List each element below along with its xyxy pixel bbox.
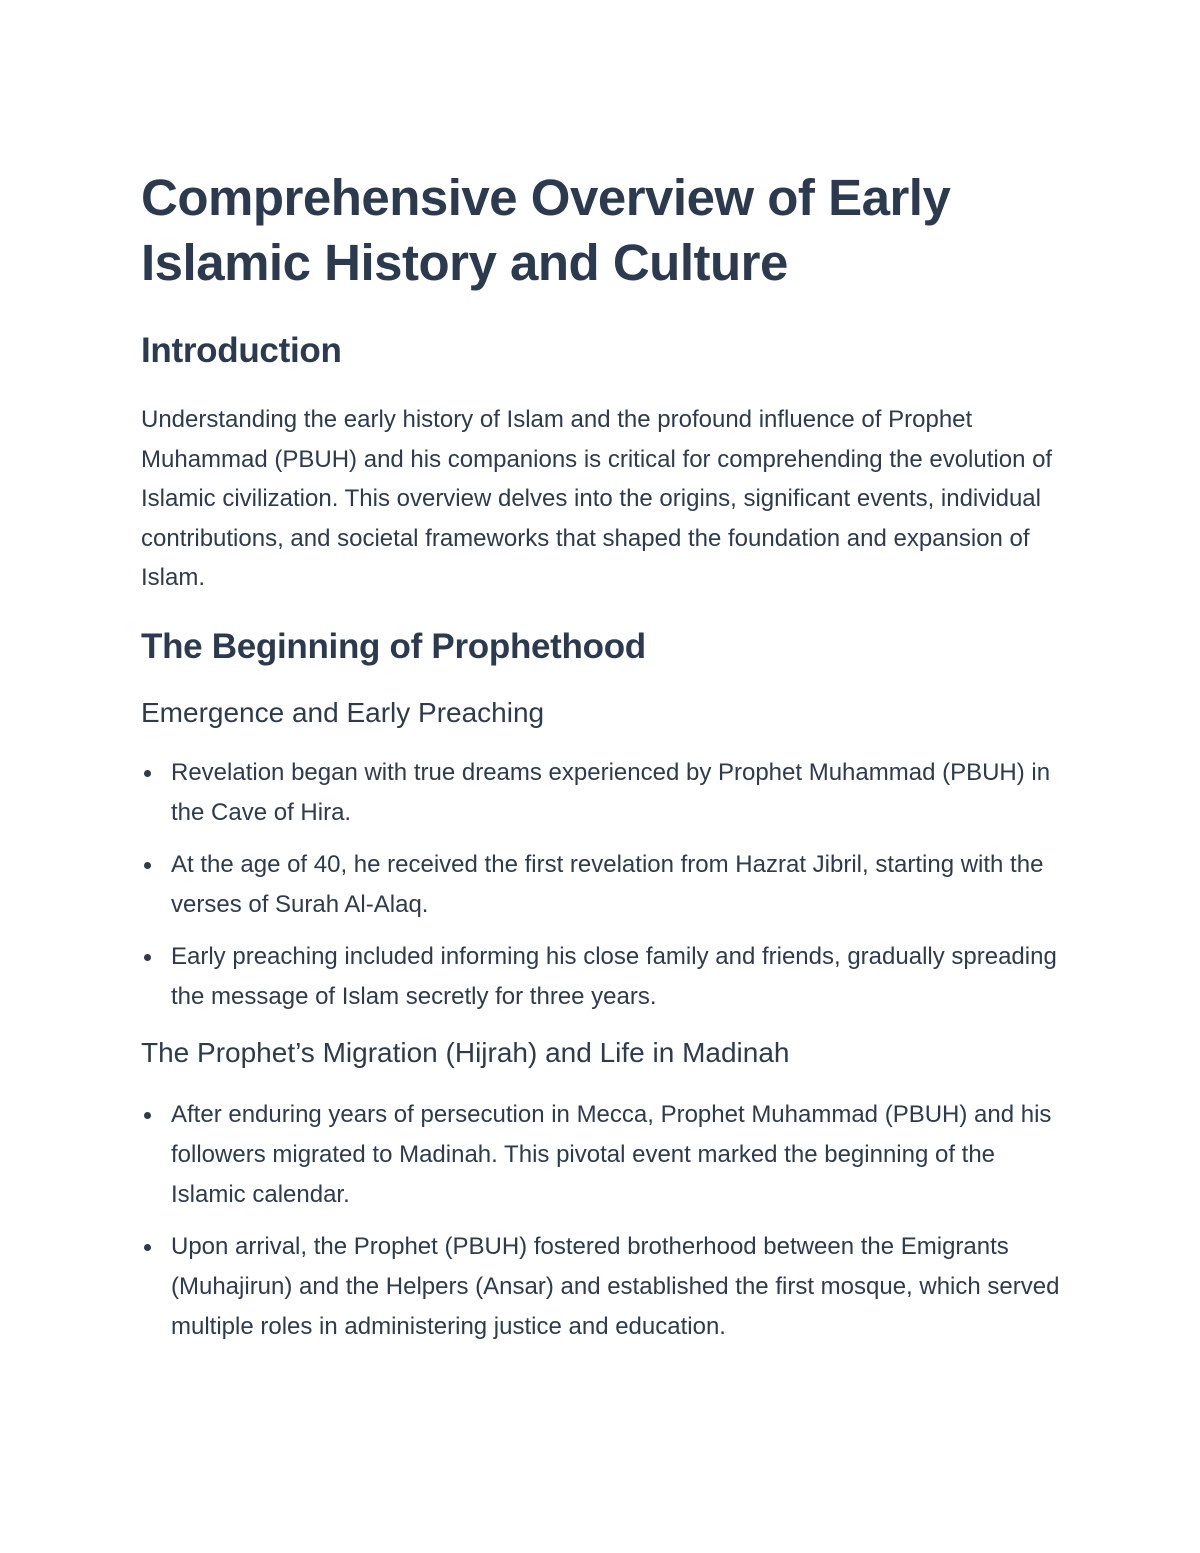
list-item: After enduring years of persecution in Mecca, Prophet Muhammad (PBUH) and his followers migrated to Madinah. This pivotal event marked the beginning of the Islamic calendar. [141, 1095, 1071, 1215]
emergence-bullet-list [141, 753, 1071, 1017]
document-content [141, 165, 1071, 1347]
introduction-paragraph: Understanding the early history of Islam and the profound influence of Prophet Muhammad (PBUH) and his companions is critical for comprehending the evolution of Islamic civilization. This overview delves into the origins, significant events, individual contributions, and societal frameworks that shaped the foundation and expansion of Islam. [141, 406, 1053, 591]
section-heading-beginning-of-prophethood: The Beginning of Prophethood [141, 626, 646, 666]
list-item: Revelation began with true dreams experienced by Prophet Muhammad (PBUH) in the Cave of Hira. [141, 753, 1071, 833]
section-heading-introduction: Introduction [141, 331, 342, 370]
subsection-heading-emergence: Emergence and Early Preaching [141, 696, 545, 728]
list-item: At the age of 40, he received the first revelation from Hazrat Jibril, starting with the verses of Surah Al-Alaq. [141, 845, 1071, 925]
list-item: Early preaching included informing his close family and friends, gradually spreading the message of Islam secretly for three years. [141, 937, 1071, 1017]
document-title: Comprehensive Overview of Early Islamic History and Culture [141, 169, 951, 291]
list-item: Upon arrival, the Prophet (PBUH) fostered brotherhood between the Emigrants (Muhajirun) and the Helpers (Ansar) and established the first mosque, which served multiple roles in administering justice and education. [141, 1227, 1071, 1347]
hijrah-bullet-list [141, 1095, 1071, 1347]
subsection-heading-hijrah: The Prophet’s Migration (Hijrah) and Life in Madinah [141, 1036, 790, 1068]
